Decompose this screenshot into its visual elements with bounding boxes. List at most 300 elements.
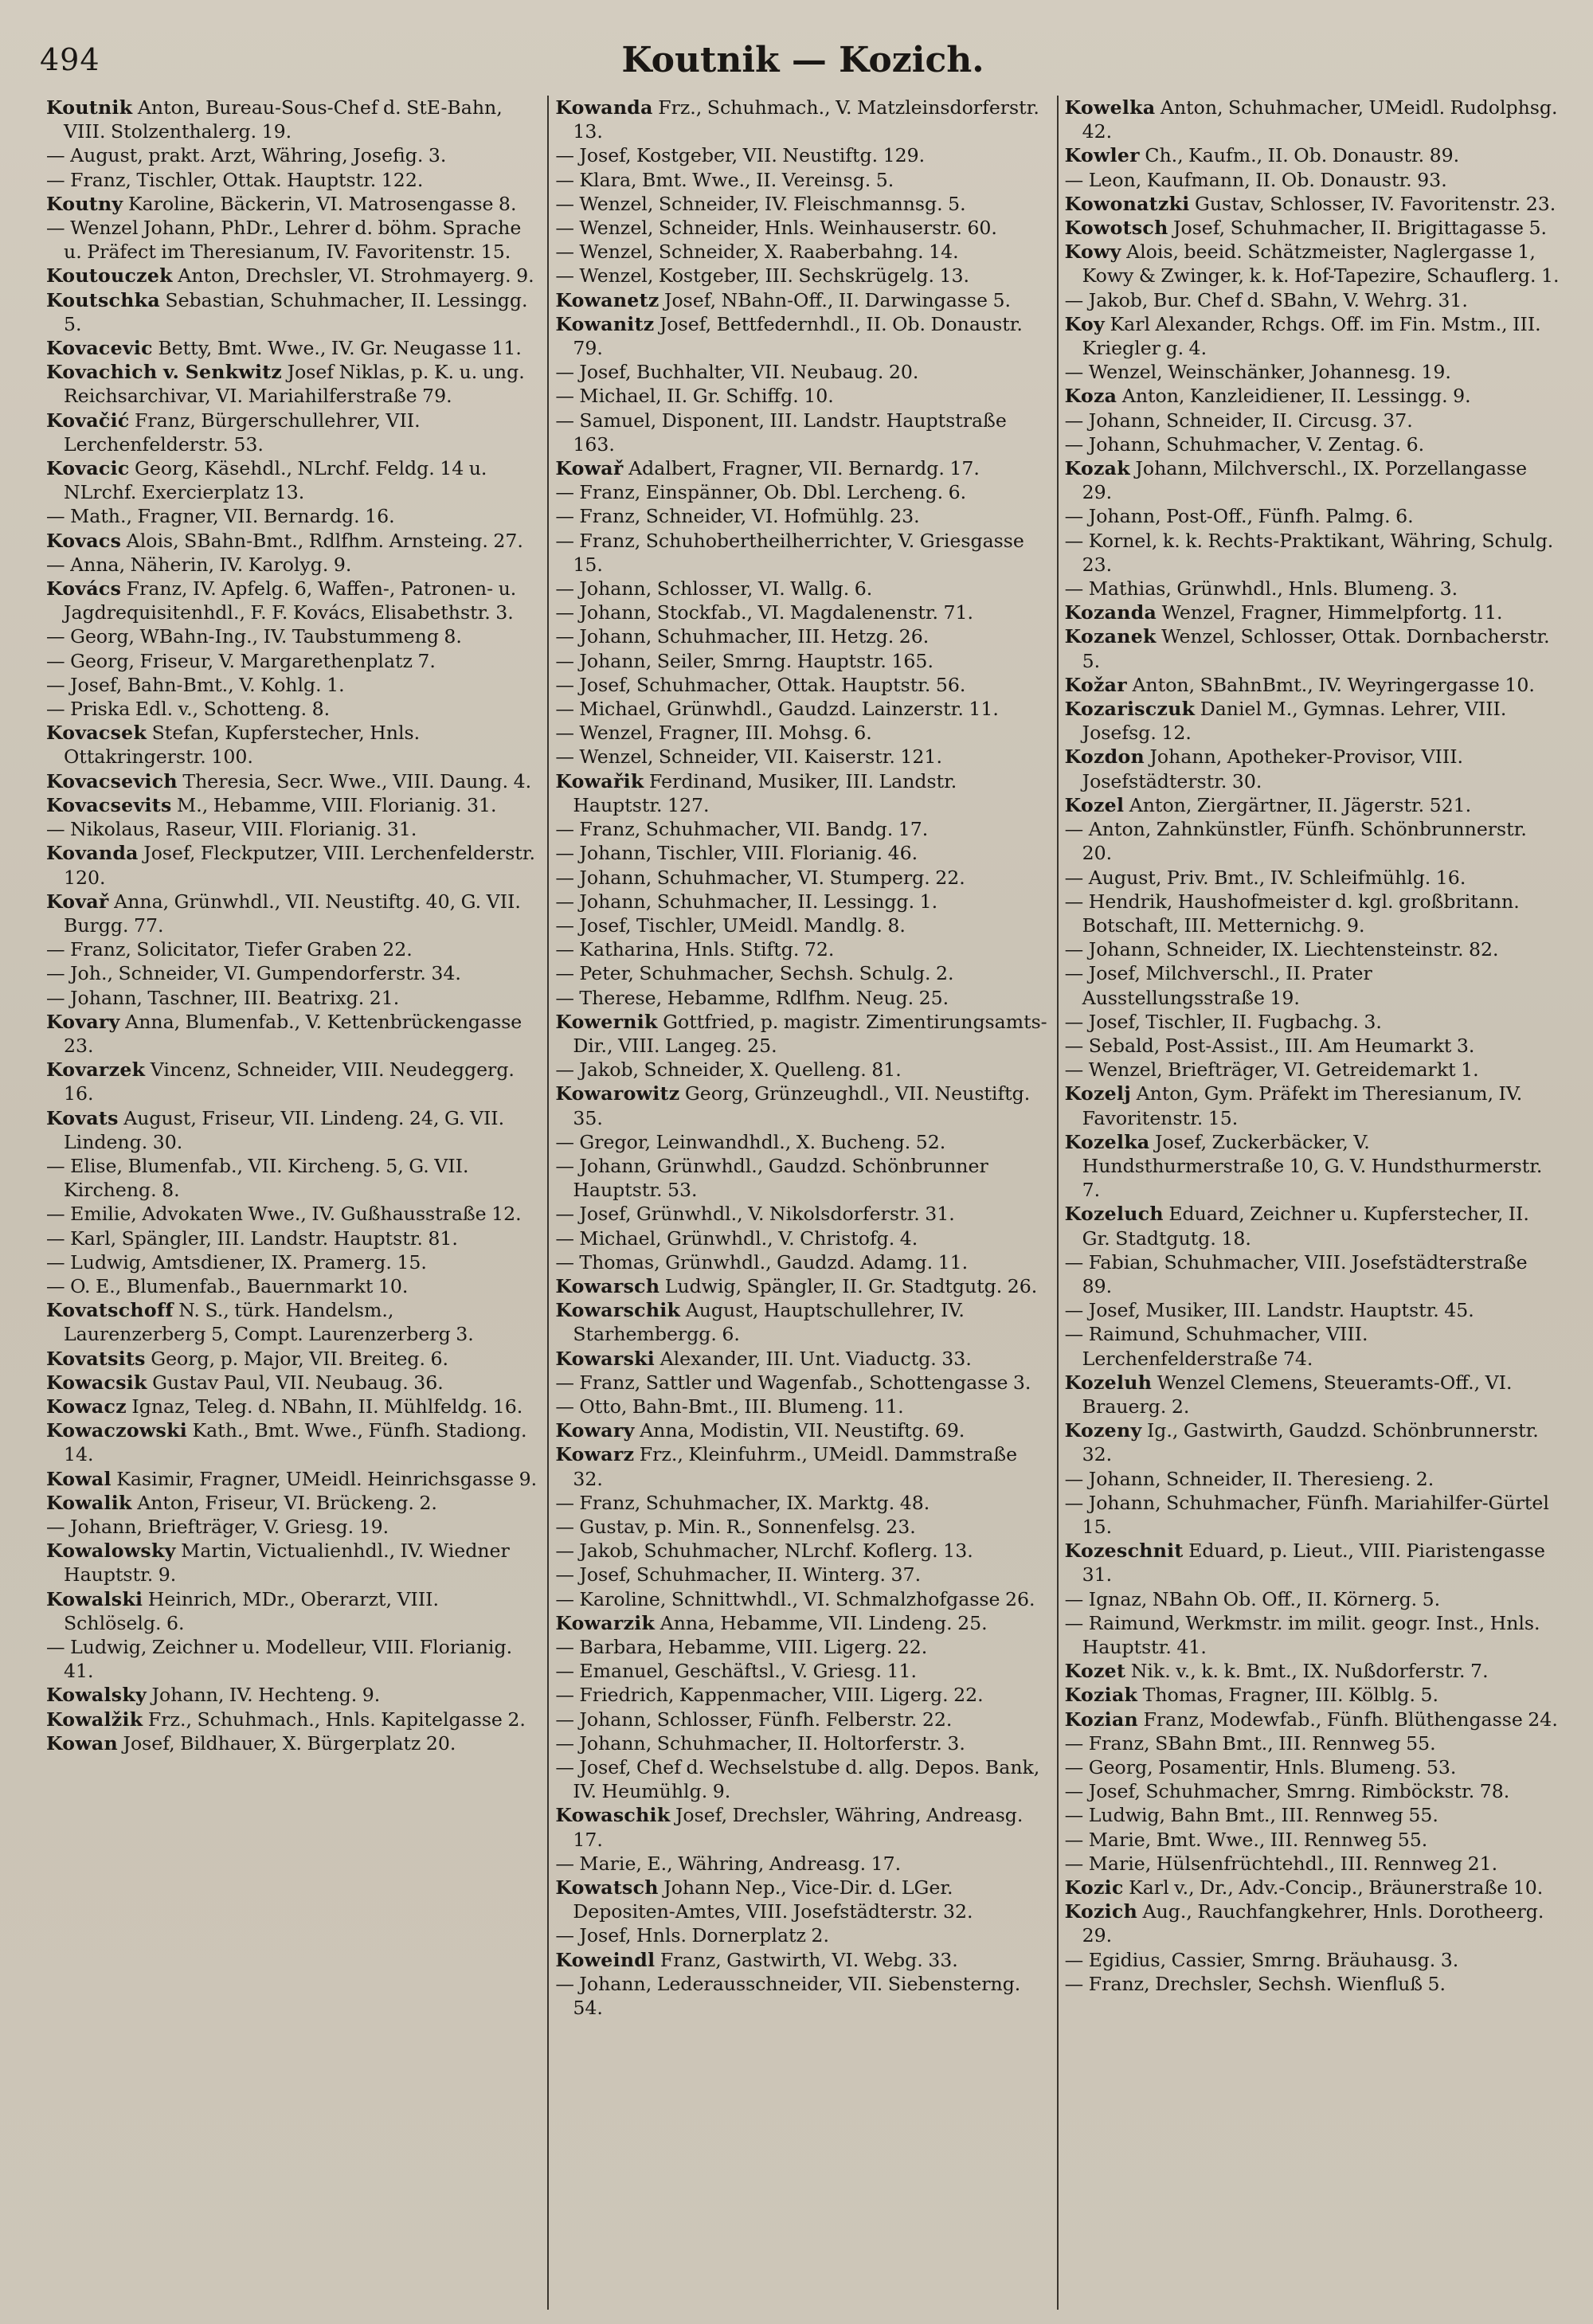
entry-surname: Kozelka [1064, 1130, 1150, 1153]
directory-entry [46, 168, 541, 192]
page-header [40, 29, 1566, 91]
entry-details: — August, Priv. Bmt., IV. Schleifmühlg. 16. [1064, 866, 1466, 889]
directory-entry [46, 336, 541, 360]
entry-surname: Kovacsevits [46, 793, 172, 816]
directory-entry [555, 1418, 1050, 1442]
entry-details: Josef, Fleckputzer, VIII. Lerchenfelderstr. 120. [64, 842, 535, 889]
entry-surname: Kovatsits [46, 1347, 146, 1370]
entry-details: Karl Alexander, Rchgs. Off. im Fin. Mstm., III. Kriegler g. 4. [1082, 312, 1541, 360]
entry-details: — Josef, Schuhmacher, Smrng. Rimböckstr. 78. [1064, 1780, 1510, 1803]
entry-details: — Gustav, p. Min. R., Sonnenfelsg. 23. [555, 1515, 916, 1538]
directory-entry [555, 1611, 1050, 1635]
directory-entry [1065, 384, 1560, 408]
entry-details: — Karl, Spängler, III. Landstr. Hauptstr. 81. [46, 1227, 458, 1250]
entry-details: — Franz, SBahn Bmt., III. Rennweg 55. [1064, 1731, 1436, 1755]
entry-surname: Kozeschnit [1064, 1540, 1184, 1563]
entry-details: — Franz, Einspänner, Ob. Dbl. Lercheng. 6. [555, 481, 967, 504]
directory-entry [46, 1227, 541, 1250]
directory-entry [1065, 312, 1560, 360]
entry-details: Alois, SBahn-Bmt., Rdlfhm. Arnsteing. 27. [121, 529, 523, 552]
directory-entry [1065, 1876, 1560, 1899]
entry-details: — Michael, Grünwhdl., V. Christofg. 4. [555, 1227, 918, 1250]
directory-entry [555, 601, 1050, 624]
directory-entry [1065, 1659, 1560, 1683]
directory-entry [1065, 1611, 1560, 1659]
entry-details: — Peter, Schuhmacher, Sechsh. Schulg. 2. [555, 962, 954, 985]
entry-surname: Kowarski [555, 1347, 656, 1370]
directory-entry [46, 1418, 541, 1466]
entry-details: Nik. v., k. k. Bmt., IX. Nußdorferstr. 7. [1125, 1660, 1489, 1683]
directory-entry [1065, 1828, 1560, 1852]
directory-entry [555, 624, 1050, 648]
entry-surname: Kovacevic [46, 337, 153, 360]
entry-surname: Kozanek [1064, 625, 1157, 648]
directory-entry [46, 793, 541, 817]
entry-details: Alois, beeid. Schätzmeister, Naglergasse 1, Kowy & Zwinger, k. k. Hof-Tapezire, Schauflerg. 1. [1082, 241, 1560, 288]
entry-details: — Hendrik, Haushofmeister d. kgl. großbritann. Botschaft, III. Metternichg. 9. [1064, 890, 1520, 937]
directory-entry [555, 577, 1050, 601]
page-number: 494 [40, 42, 100, 77]
entry-details: — Mathias, Grünwhdl., Hnls. Blumeng. 3. [1064, 577, 1458, 601]
entry-details: Kath., Bmt. Wwe., Fünfh. Stadiong. 14. [64, 1419, 527, 1466]
directory-entry [46, 1708, 541, 1731]
directory-entry [555, 1010, 1050, 1058]
directory-entry [555, 745, 1050, 769]
entry-details: — Karoline, Schnittwhdl., VI. Schmalzhofgasse 26. [555, 1587, 1035, 1610]
entry-details: Sebastian, Schuhmacher, II. Lessingg. 5. [64, 288, 528, 335]
directory-entry [46, 649, 541, 673]
entry-surname: Kovacs [46, 529, 122, 552]
entry-surname: Kovačić [46, 409, 130, 432]
entry-details: — Marie, E., Währing, Andreasg. 17. [555, 1852, 902, 1875]
entry-details: — Franz, Tischler, Ottak. Hauptstr. 122. [46, 168, 424, 191]
directory-entry [555, 480, 1050, 504]
entry-details: Anton, Kanzleidiener, II. Lessingg. 9. [1117, 385, 1471, 408]
directory-entry [555, 649, 1050, 673]
directory-entry [1065, 1899, 1560, 1947]
directory-entry [1065, 1491, 1560, 1539]
directory-entry [46, 288, 541, 336]
directory-entry [555, 1755, 1050, 1803]
entry-details: — Georg, Friseur, V. Margarethenplatz 7. [46, 649, 436, 672]
entry-details: — Josef, Bahn-Bmt., V. Kohlg. 1. [46, 673, 345, 696]
directory-entry [555, 1202, 1050, 1226]
directory-entry [1065, 504, 1560, 528]
directory-entry [46, 1250, 541, 1274]
entry-details: — Wenzel, Schneider, IV. Fleischmannsg. 5. [555, 192, 966, 215]
entry-details: Frz., Kleinfuhrm., UMeidl. Dammstraße 32. [573, 1443, 1018, 1490]
entry-details: Anna, Modistin, VII. Neustiftg. 69. [634, 1419, 965, 1442]
running-head: Koutnik — Kozich. [621, 39, 984, 80]
directory-entry [555, 288, 1050, 312]
entry-details: — Johann, Schuhmacher, VI. Stumperg. 22. [555, 866, 965, 889]
entry-details: — Wenzel, Kostgeber, III. Sechskrügelg. 13. [555, 264, 970, 288]
entry-details: Georg, p. Major, VII. Breiteg. 6. [145, 1347, 449, 1370]
entry-surname: Kozelj [1064, 1082, 1132, 1105]
entry-details: Johann, Apotheker-Provisor, VIII. Josefstädterstr. 30. [1082, 745, 1464, 792]
entry-surname: Kowelka [1064, 96, 1156, 119]
entry-surname: Kowarschik [555, 1299, 681, 1322]
entry-details: Johann Nep., Vice-Dir. d. LGer. Depositen-Amtes, VIII. Josefstädterstr. 32. [573, 1876, 973, 1923]
directory-entry [46, 1539, 541, 1587]
directory-entry [1065, 1322, 1560, 1370]
directory-entry [46, 1154, 541, 1202]
entry-details: — Franz, Schuhmacher, VII. Bandg. 17. [555, 818, 929, 841]
directory-entry [555, 1563, 1050, 1587]
entry-details: — Johann, Post-Off., Fünfh. Palmg. 6. [1064, 505, 1414, 528]
entry-details: Gustav Paul, VII. Neubaug. 36. [147, 1371, 444, 1394]
entry-surname: Kowalowsky [46, 1540, 176, 1563]
entry-surname: Kowan [46, 1731, 118, 1755]
directory-entry [555, 1876, 1050, 1923]
entry-details: — Fabian, Schuhmacher, VIII. Josefstädterstraße 89. [1064, 1250, 1528, 1297]
entry-details: — Josef, Schuhmacher, II. Winterg. 37. [555, 1563, 922, 1587]
entry-details: — Franz, Solicitator, Tiefer Graben 22. [46, 938, 413, 961]
directory-entry [555, 1948, 1050, 1972]
entry-details: — Josef, Buchhalter, VII. Neubaug. 20. [555, 361, 919, 384]
directory-entry [555, 216, 1050, 240]
entry-surname: Kowarzik [555, 1611, 656, 1634]
entry-details: — Marie, Hülsenfrüchtehdl., III. Rennweg 21. [1064, 1852, 1498, 1875]
entry-surname: Kowaschik [555, 1804, 671, 1827]
entry-details: Josef, Schuhmacher, II. Brigittagasse 5. [1168, 217, 1547, 240]
entry-surname: Kowary [555, 1419, 635, 1442]
entry-surname: Kowatsch [555, 1876, 659, 1899]
entry-details: Thomas, Fragner, III. Kölblg. 5. [1137, 1684, 1438, 1707]
entry-surname: Kowalžik [46, 1708, 143, 1731]
entry-details: — Johann, Lederausschneider, VII. Siebensterng. 54. [555, 1972, 1021, 2020]
directory-entry [46, 673, 541, 697]
directory-entry [555, 529, 1050, 577]
entry-surname: Kozanda [1064, 601, 1157, 624]
entry-surname: Kovař [46, 890, 109, 913]
directory-entry [555, 1274, 1050, 1298]
directory-entry [555, 721, 1050, 745]
directory-entry [46, 1491, 541, 1515]
entry-details: — Josef, Hnls. Dornerplatz 2. [555, 1924, 829, 1947]
entry-details: — Johann, Schuhmacher, II. Holtorferstr. 3. [555, 1731, 965, 1755]
directory-entry [555, 312, 1050, 360]
directory-entry [1065, 673, 1560, 697]
entry-details: — Joh., Schneider, VI. Gumpendorferstr. 34. [46, 962, 461, 985]
entry-details: Josef, Bildhauer, X. Bürgerplatz 20. [117, 1731, 456, 1755]
entry-details: — Emilie, Advokaten Wwe., IV. Gußhausstraße 12. [46, 1203, 522, 1226]
directory-entry [555, 504, 1050, 528]
entry-surname: Kozeluh [1064, 1371, 1153, 1394]
directory-entry [1065, 1298, 1560, 1322]
directory-entry [555, 1972, 1050, 2020]
directory-entry [1065, 937, 1560, 961]
directory-entry [46, 961, 541, 985]
directory-entry [1065, 192, 1560, 216]
directory-entry [46, 697, 541, 721]
directory-entry [46, 1395, 541, 1418]
entry-surname: Koutouczek [46, 264, 173, 288]
directory-entry [46, 1106, 541, 1154]
directory-entry [555, 1347, 1050, 1371]
entry-details: — Gregor, Leinwandhdl., X. Bucheng. 52. [555, 1130, 946, 1153]
entry-details: Anton, Gym. Präfekt im Theresianum, IV. Favoritenstr. 15. [1082, 1082, 1523, 1129]
entry-surname: Kozian [1064, 1708, 1138, 1731]
directory-entry [555, 1852, 1050, 1876]
entry-surname: Kovacic [46, 457, 130, 480]
entry-details: August, Hauptschullehrer, IV. Starhembergg. 6. [573, 1299, 965, 1346]
entry-details: Eduard, p. Lieut., VIII. Piaristengasse 31. [1082, 1540, 1545, 1587]
directory-entry [1065, 1034, 1560, 1058]
entry-surname: Kovatschoff [46, 1299, 174, 1322]
entry-details: — Jakob, Schneider, X. Quelleng. 81. [555, 1058, 902, 1082]
column-2 [549, 96, 1058, 2310]
directory-entry [1065, 1058, 1560, 1082]
entry-details: — Wenzel Johann, PhDr., Lehrer d. böhm. Sprache u. Präfect im Theresianum, IV. Favoritenstr. 15. [46, 217, 522, 264]
entry-details: Josef, Zuckerbäcker, V. Hundsthurmerstraße 10, G. V. Hundsthurmerstr. 7. [1082, 1130, 1543, 1202]
entry-surname: Kowalski [46, 1587, 143, 1610]
directory-entry [555, 961, 1050, 985]
entry-surname: Kozel [1064, 793, 1125, 816]
entry-details: — Johann, Schneider, IX. Liechtensteinstr. 82. [1064, 938, 1499, 961]
entry-details: — Katharina, Hnls. Stiftg. 72. [555, 938, 835, 961]
entry-details: Franz, Modewfab., Fünfh. Blüthengasse 24. [1137, 1708, 1558, 1731]
directory-entry [46, 1347, 541, 1371]
entry-details: Gustav, Schlosser, IV. Favoritenstr. 23. [1189, 192, 1556, 215]
directory-entry [555, 769, 1050, 817]
entry-details: — Johann, Schuhmacher, Fünfh. Mariahilfer-Gürtel 15. [1064, 1491, 1549, 1538]
entry-details: Vincenz, Schneider, VIII. Neudeggerg. 16. [64, 1058, 515, 1105]
directory-entry [1065, 817, 1560, 865]
directory-entry [555, 1803, 1050, 1851]
directory-entry [1065, 1539, 1560, 1587]
directory-entry [555, 1130, 1050, 1154]
directory-entry [555, 1659, 1050, 1683]
entry-details: Anton, Bureau-Sous-Chef d. StE-Bahn, VIII. Stolzenthalerg. 19. [64, 96, 503, 143]
entry-details: — Jakob, Bur. Chef d. SBahn, V. Wehrg. 31. [1064, 288, 1468, 311]
directory-entry [555, 1058, 1050, 1082]
directory-entry [555, 1708, 1050, 1731]
entry-details: Ignaz, Teleg. d. NBahn, II. Mühlfeldg. 16. [126, 1395, 523, 1418]
entry-details: — Josef, Chef d. Wechselstube d. allg. Depos. Bank, IV. Heumühlg. 9. [555, 1756, 1040, 1803]
entry-details: — Friedrich, Kappenmacher, VIII. Ligerg. 22. [555, 1684, 984, 1707]
entry-surname: Kožar [1064, 673, 1127, 696]
entry-details: Aug., Rauchfangkehrer, Hnls. Dorotheerg. 29. [1082, 1900, 1544, 1947]
directory-entry [1065, 288, 1560, 312]
entry-details: — Josef, Tischler, UMeidl. Mandlg. 8. [555, 914, 906, 937]
directory-entry [1065, 409, 1560, 432]
entry-details: — Franz, Schuhmacher, IX. Marktg. 48. [555, 1491, 930, 1514]
directory-entry [46, 1298, 541, 1346]
entry-details: Johann, Milchverschl., IX. Porzellangasse 29. [1082, 457, 1528, 504]
directory-entry [1065, 1852, 1560, 1876]
column-1 [40, 96, 549, 2310]
directory-entry [555, 1923, 1050, 1947]
entry-surname: Kowař [555, 457, 624, 480]
entry-details: — Michael, II. Gr. Schiffg. 10. [555, 385, 834, 408]
directory-entry [1065, 456, 1560, 504]
entry-details: — Wenzel, Schneider, VII. Kaiserstr. 121. [555, 745, 942, 769]
entry-details: — Wenzel, Schneider, X. Raaberbahng. 14. [555, 241, 959, 264]
directory-entry [46, 841, 541, 889]
entry-surname: Kovary [46, 1010, 120, 1033]
directory-entry [1065, 890, 1560, 937]
entry-details: Josef, NBahn-Off., II. Darwingasse 5. [659, 288, 1012, 311]
directory-entry [555, 192, 1050, 216]
entry-details: — Wenzel, Schneider, Hnls. Weinhauserstr. 60. [555, 217, 997, 240]
entry-surname: Kozich [1064, 1900, 1138, 1923]
entry-details: Ch., Kaufm., II. Ob. Donaustr. 89. [1139, 144, 1460, 167]
entry-details: — Math., Fragner, VII. Bernardg. 16. [46, 505, 395, 528]
directory-entry [1065, 96, 1560, 143]
entry-details: — Anton, Zahnkünstler, Fünfh. Schönbrunnerstr. 20. [1064, 818, 1527, 865]
directory-entry [555, 1515, 1050, 1539]
directory-entry [555, 240, 1050, 264]
entry-details: Gottfried, p. magistr. Zimentirungsamts-Dir., VIII. Langeg. 25. [573, 1010, 1047, 1057]
entry-details: — Emanuel, Geschäftsl., V. Griesg. 11. [555, 1660, 918, 1683]
directory-entry [1065, 1731, 1560, 1755]
directory-entry [555, 1539, 1050, 1563]
directory-entry [1065, 866, 1560, 890]
entry-surname: Koutny [46, 192, 123, 215]
entry-details: Franz, Gastwirth, VI. Webg. 33. [655, 1948, 958, 1971]
directory-entry [555, 1371, 1050, 1395]
entry-details: Alexander, III. Unt. Viaductg. 33. [655, 1347, 972, 1370]
directory-entry [555, 1250, 1050, 1274]
directory-entry [555, 1587, 1050, 1611]
directory-entry [1065, 697, 1560, 745]
directory-entry [46, 529, 541, 553]
directory-entry [46, 264, 541, 288]
entry-details: — Josef, Musiker, III. Landstr. Hauptstr. 45. [1064, 1299, 1474, 1322]
directory-entry [555, 143, 1050, 167]
entry-details: — August, prakt. Arzt, Währing, Josefig. 3. [46, 144, 447, 167]
entry-details: Georg, Käsehdl., NLrchf. Feldg. 14 u. NLrchf. Exercierplatz 13. [64, 457, 487, 504]
entry-details: — Raimund, Werkmstr. im milit. geogr. Inst., Hnls. Hauptstr. 41. [1064, 1611, 1540, 1658]
directory-entry [46, 769, 541, 793]
directory-entry [555, 937, 1050, 961]
entry-details: Anton, Ziergärtner, II. Jägerstr. 521. [1124, 793, 1472, 816]
entry-details: — Johann, Schuhmacher, III. Hetzg. 26. [555, 625, 930, 648]
directory-entry [46, 1515, 541, 1539]
entry-details: — Wenzel, Fragner, III. Mohsg. 6. [555, 722, 872, 745]
entry-surname: Kowaczowski [46, 1419, 188, 1442]
entry-details: Anton, Friseur, VI. Brückeng. 2. [131, 1491, 437, 1514]
entry-surname: Kozarisczuk [1064, 698, 1196, 721]
entry-surname: Kowotsch [1064, 217, 1168, 240]
entry-surname: Kowalsky [46, 1684, 147, 1707]
directory-entry [1065, 1418, 1560, 1466]
entry-surname: Kowarz [555, 1443, 635, 1466]
directory-entry [46, 721, 541, 769]
directory-entry [1065, 793, 1560, 817]
entry-details: — Thomas, Grünwhdl., Gaudzd. Adamg. 11. [555, 1250, 969, 1274]
entry-details: — Johann, Stockfab., VI. Magdalenenstr. 71. [555, 601, 974, 624]
entry-details: — Josef, Kostgeber, VII. Neustiftg. 129. [555, 144, 926, 167]
entry-details: — Josef, Grünwhdl., V. Nikolsdorferstr. 31. [555, 1203, 955, 1226]
entry-details: — Josef, Schuhmacher, Ottak. Hauptstr. 56. [555, 673, 966, 696]
entry-details: M., Hebamme, VIII. Florianig. 31. [171, 793, 497, 816]
directory-entry [555, 1491, 1050, 1515]
directory-entry [46, 1683, 541, 1707]
directory-entry [46, 143, 541, 167]
directory-entry [46, 577, 541, 624]
entry-details: — Therese, Hebamme, Rdlfhm. Neug. 25. [555, 986, 949, 1009]
directory-entry [555, 1298, 1050, 1346]
entry-details: Franz, IV. Apfelg. 6, Waffen-, Patronen- u. Jagdrequisitenhdl., F. F. Kovács, Elisabethstr. 3. [64, 577, 517, 624]
entry-details: Wenzel, Fragner, Himmelpfortg. 11. [1157, 601, 1503, 624]
directory-entry [555, 1683, 1050, 1707]
directory-entry [1065, 1708, 1560, 1731]
directory-entry [1065, 1972, 1560, 1996]
directory-entry [46, 1371, 541, 1395]
entry-surname: Koy [1064, 312, 1105, 335]
directory-entry [46, 360, 541, 408]
entry-details: — Georg, Posamentir, Hnls. Blumeng. 53. [1064, 1756, 1457, 1779]
directory-entry [555, 914, 1050, 937]
entry-details: Wenzel Clemens, Steueramts-Off., VI. Brauerg. 2. [1082, 1371, 1513, 1418]
directory-entry [1065, 143, 1560, 167]
entry-details: Betty, Bmt. Wwe., IV. Gr. Neugasse 11. [152, 337, 522, 360]
entry-details: Johann, IV. Hechteng. 9. [147, 1684, 381, 1707]
directory-entry [1065, 961, 1560, 1009]
directory-entry [1065, 624, 1560, 672]
directory-entry [1065, 1010, 1560, 1034]
directory-entry [555, 1635, 1050, 1659]
columns [40, 96, 1566, 2310]
entry-surname: Kozet [1064, 1660, 1126, 1683]
directory-entry [1065, 216, 1560, 240]
entry-details: Adalbert, Fragner, VII. Bernardg. 17. [623, 457, 980, 480]
entry-details: — Barbara, Hebamme, VIII. Ligerg. 22. [555, 1636, 928, 1658]
entry-surname: Kowařik [555, 769, 644, 792]
directory-entry [1065, 1371, 1560, 1418]
directory-entry [555, 986, 1050, 1010]
entry-details: — Priska Edl. v., Schotteng. 8. [46, 698, 331, 721]
entry-details: — Jakob, Schuhmacher, NLrchf. Koflerg. 13. [555, 1540, 973, 1563]
entry-surname: Kovachich v. Senkwitz [46, 361, 283, 384]
directory-entry [46, 96, 541, 143]
entry-details: Karoline, Bäckerin, VI. Matrosengasse 8. [123, 192, 517, 215]
directory-entry [1065, 745, 1560, 792]
entry-details: — Ludwig, Amtsdiener, IX. Pramerg. 15. [46, 1250, 427, 1274]
entry-details: — Johann, Tischler, VIII. Florianig. 46. [555, 842, 918, 865]
entry-surname: Kowanitz [555, 312, 655, 335]
directory-entry [555, 1154, 1050, 1202]
entry-details: — Ludwig, Zeichner u. Modelleur, VIII. Florianig. 41. [46, 1636, 513, 1683]
directory-entry [1065, 240, 1560, 288]
directory-entry [46, 1202, 541, 1226]
entry-details: — Anna, Näherin, IV. Karolyg. 9. [46, 553, 352, 576]
entry-details: Karl v., Dr., Adv.-Concip., Bräunerstraße 10. [1123, 1876, 1544, 1899]
entry-surname: Kowler [1064, 144, 1140, 167]
directory-entry [555, 168, 1050, 192]
entry-details: Josef, Drechsler, Währing, Andreasg. 17. [573, 1804, 1024, 1851]
directory-entry [46, 986, 541, 1010]
entry-details: Theresia, Secr. Wwe., VIII. Daung. 4. [177, 769, 532, 792]
entry-surname: Koutschka [46, 288, 160, 311]
entry-details: — Johann, Schuhmacher, V. Zentag. 6. [1064, 432, 1425, 456]
directory-entry [1065, 432, 1560, 456]
entry-details: N. S., türk. Handelsm., Laurenzerberg 5, Compt. Laurenzerberg 3. [64, 1299, 474, 1346]
entry-surname: Kovacsek [46, 722, 147, 745]
entry-details: Franz, Bürgerschullehrer, VII. Lerchenfelderstr. 53. [64, 409, 421, 456]
directory-entry [555, 1082, 1050, 1129]
entry-details: — Raimund, Schuhmacher, VIII. Lerchenfelderstraße 74. [1064, 1323, 1368, 1370]
entry-details: Georg, Grünzeughdl., VII. Neustiftg. 35. [573, 1082, 1031, 1129]
directory-entry [555, 890, 1050, 914]
entry-details: — Johann, Schneider, II. Circusg. 37. [1064, 409, 1413, 432]
entry-details: — Johann, Schlosser, Fünfh. Felberstr. 22. [555, 1708, 953, 1731]
directory-entry [555, 817, 1050, 841]
directory-entry [46, 1010, 541, 1058]
directory-entry [1065, 1683, 1560, 1707]
